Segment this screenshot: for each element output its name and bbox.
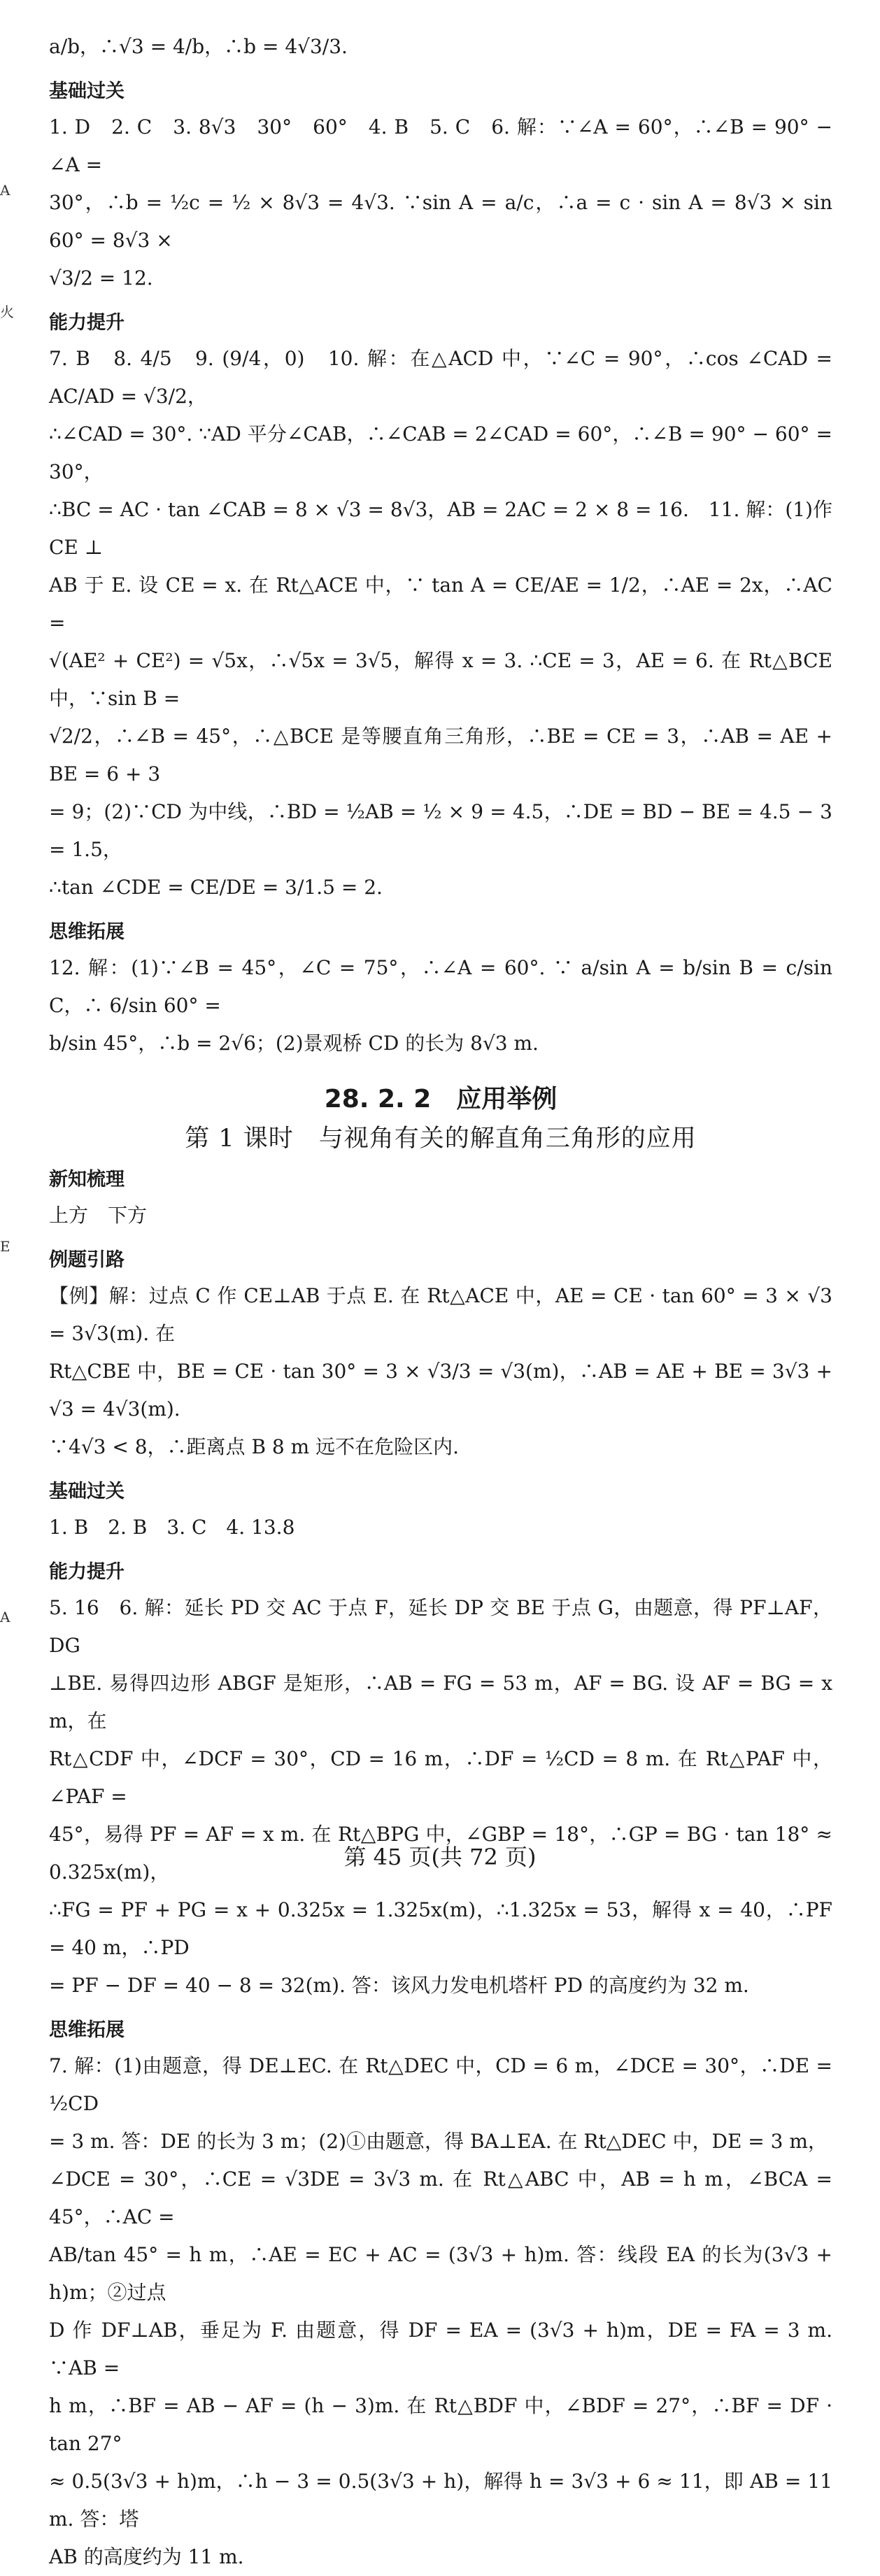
section-heading: 例题引路: [49, 1249, 125, 1271]
answer-line: ∴∠CAD = 30°. ∵AD 平分∠CAB，∴∠CAB = 2∠CAD = 60°，∴∠B = 90° − 60° = 30°，: [49, 422, 832, 483]
answer-line: ⊥BE. 易得四边形 ABGF 是矩形，∴AB = FG = 53 m，AF = BG. 设 AF = BG = x m，在: [49, 1672, 832, 1732]
section-heading: 能力提升: [49, 1561, 125, 1583]
answer-line: √2/2，∴∠B = 45°，∴△BCE 是等腰直角三角形，∴BE = CE = 3，∴AB = AE + BE = 6 + 3: [49, 725, 832, 785]
answer-line: 5. 16 6. 解：延长 PD 交 AC 于点 F，延长 DP 交 BE 于点 G，由题意，得 PF⊥AF，DG: [49, 1596, 832, 1657]
answer-line: AB 于 E. 设 CE = x. 在 Rt△ACE 中，∵ tan A = CE/AE = 1/2，∴AE = 2x，∴AC =: [49, 574, 832, 634]
answer-line: ∴BC = AC · tan ∠CAB = 8 × √3 = 8√3，AB = 2AC = 2 × 8 = 16. 11. 解：(1)作 CE ⊥: [49, 498, 832, 559]
lesson-subtitle: 第 1 课时 与视角有关的解直角三角形的应用: [185, 1125, 697, 1153]
edge-mark: A: [0, 1609, 10, 1625]
answer-line: b/sin 45°，∴b = 2√6；(2)景观桥 CD 的长为 8√3 m.: [49, 1032, 539, 1055]
answer-line: = PF − DF = 40 − 8 = 32(m). 答：该风力发电机塔杆 PD 的高度约为 32 m.: [49, 1974, 749, 1997]
section-heading: 思维拓展: [49, 921, 125, 943]
section-heading: 能力提升: [49, 312, 125, 334]
answer-line: ∴FG = PF + PG = x + 0.325x = 1.325x(m)，∴1.325x = 53，解得 x = 40，∴PF = 40 m，∴PD: [49, 1898, 832, 1959]
answer-line: = 9；(2)∵CD 为中线，∴BD = ½AB = ½ × 9 = 4.5，∴DE = BD − BE = 4.5 − 3 = 1.5，: [49, 800, 832, 861]
answer-line: 1. B 2. B 3. C 4. 13.8: [49, 1516, 295, 1539]
answer-line: √(AE² + CE²) = √5x，∴√5x = 3√5，解得 x = 3. ∴CE = 3，AE = 6. 在 Rt△BCE 中，∵sin B =: [49, 649, 832, 710]
answer-line: 1. D 2. C 3. 8√3 30° 60° 4. B 5. C 6. 解：∵∠A = 60°，∴∠B = 90° − ∠A =: [49, 115, 832, 176]
answer-line: ∴tan ∠CDE = CE/DE = 3/1.5 = 2.: [49, 876, 383, 899]
answer-line: √3/2 = 12.: [49, 266, 153, 290]
section-heading: 基础过关: [49, 80, 125, 102]
edge-mark: A: [0, 182, 10, 199]
answer-line: D 作 DF⊥AB，垂足为 F. 由题意，得 DF = EA = (3√3 + h)m，DE = FA = 3 m. ∵AB =: [49, 2319, 832, 2379]
answer-line: 【例】解：过点 C 作 CE⊥AB 于点 E. 在 Rt△ACE 中，AE = CE · tan 60° = 3 × √3 = 3√3(m). 在: [49, 1284, 832, 1345]
answer-line: ≈ 0.5(3√3 + h)m，∴h − 3 = 0.5(3√3 + h)，解得 h = 3√3 + 6 ≈ 11，即 AB = 11 m. 答：塔: [49, 2470, 832, 2531]
section-heading: 思维拓展: [49, 2019, 125, 2041]
answer-line: Rt△CDF 中，∠DCF = 30°，CD = 16 m，∴DF = ½CD = 8 m. 在 Rt△PAF 中，∠PAF =: [49, 1747, 832, 1808]
answer-line: h m，∴BF = AB − AF = (h − 3)m. 在 Rt△BDF 中，∠BDF = 27°，∴BF = DF · tan 27°: [49, 2394, 832, 2455]
answer-line: a/b，∴√3 = 4/b，∴b = 4√3/3.: [49, 35, 348, 58]
answer-line: AB 的高度约为 11 m.: [49, 2545, 244, 2568]
lesson-title: 28. 2. 2 应用举例: [324, 1085, 558, 1113]
edge-mark: E: [0, 1238, 10, 1255]
answer-line: 上方 下方: [49, 1204, 148, 1227]
answer-line: AB/tan 45° = h m，∴AE = EC + AC = (3√3 + h)m. 答：线段 EA 的长为(3√3 + h)m；②过点: [49, 2243, 832, 2304]
answer-line: = 3 m. 答：DE 的长为 3 m；(2)①由题意，得 BA⊥EA. 在 Rt△DEC 中，DE = 3 m，: [49, 2130, 828, 2153]
answer-line: ∠DCE = 30°，∴CE = √3DE = 3√3 m. 在 Rt△ABC 中，AB = h m，∠BCA = 45°，∴AC =: [49, 2168, 832, 2228]
answer-line: 45°，易得 PF = AF = x m. 在 Rt△BPG 中，∠GBP = 18°，∴GP = BG · tan 18° ≈ 0.325x(m)，: [49, 1823, 832, 1884]
answer-line: Rt△CBE 中，BE = CE · tan 30° = 3 × √3/3 = √3(m)，∴AB = AE + BE = 3√3 + √3 = 4√3(m).: [49, 1360, 832, 1421]
section-heading: 基础过关: [49, 1481, 125, 1502]
answer-line: 7. 解：(1)由题意，得 DE⊥EC. 在 Rt△DEC 中，CD = 6 m，∠DCE = 30°，∴DE = ½CD: [49, 2054, 832, 2115]
answer-line: ∵4√3 < 8，∴距离点 B 8 m 远不在危险区内.: [49, 1435, 459, 1458]
answer-line: 30°，∴b = ½c = ½ × 8√3 = 4√3. ∵sin A = a/c，∴a = c · sin A = 8√3 × sin 60° = 8√3 ×: [49, 191, 832, 252]
page-number-footer: 第 45 页(共 72 页): [343, 1844, 537, 1870]
edge-mark: 火: [0, 304, 14, 320]
answer-page: [49, 28, 832, 2568]
answer-line: 12. 解：(1)∵∠B = 45°，∠C = 75°，∴∠A = 60°. ∵ a/sin A = b/sin B = c/sin C，∴ 6/sin 60° =: [49, 956, 832, 1017]
left-edge-artifacts: [0, 0, 14, 1884]
answer-line: 7. B 8. 4/5 9. (9/4，0) 10. 解：在△ACD 中，∵∠C = 90°，∴cos ∠CAD = AC/AD = √3/2，: [49, 347, 832, 408]
section-heading: 新知梳理: [49, 1169, 125, 1190]
